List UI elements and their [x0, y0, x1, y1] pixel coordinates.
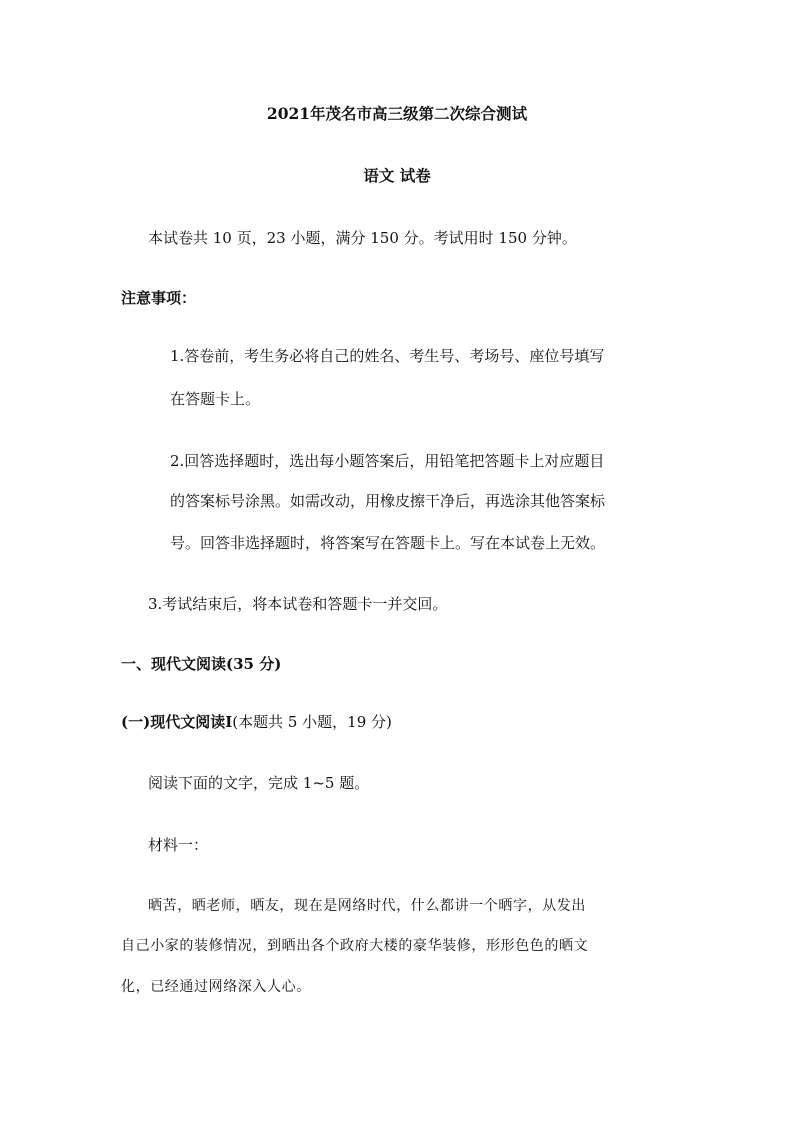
- notice-heading: 注意事项：: [121, 289, 197, 307]
- notice-3-line-1: 3.考试结束后，将本试卷和答题卡一并交回。: [148, 595, 448, 613]
- subsection-1-note: (本题共 5 小题，19 分): [232, 713, 392, 731]
- reading-instruction: 阅读下面的文字，完成 1~5 题。: [148, 774, 370, 792]
- notice-1-line-1: 1.答卷前，考生务必将自己的姓名、考生号、考场号、座位号填写: [170, 347, 605, 365]
- notice-1-line-2: 在答题卡上。: [170, 390, 261, 408]
- notice-2-line-1: 2.回答选择题时，选出每小题答案后，用铅笔把答题卡上对应题目: [170, 452, 605, 470]
- material-line-1: 晒苦，晒老师，晒友，现在是网络时代，什么都讲一个晒字，从发出: [148, 898, 586, 914]
- section-1-heading: 一、现代文阅读(35 分): [121, 655, 282, 673]
- subsection-1-heading: [121, 712, 392, 732]
- material-line-3: 化，已经通过网络深入人心。: [121, 979, 311, 995]
- intro-text: 本试卷共 10 页，23 小题，满分 150 分。考试用时 150 分钟。: [148, 229, 577, 247]
- material-label: 材料一：: [148, 836, 209, 854]
- subsection-1-title: (一)现代文阅读Ⅰ: [121, 713, 233, 731]
- notice-2-line-2: 的答案标号涂黑。如需改动，用橡皮擦干净后，再选涂其他答案标: [170, 492, 606, 510]
- notice-2-line-3: 号。回答非选择题时，将答案写在答题卡上。写在本试卷上无效。: [170, 534, 606, 552]
- document-subtitle: 语文 试卷: [363, 166, 431, 185]
- material-line-2: 自己小家的装修情况，到晒出各个政府大楼的豪华装修，形形色色的晒文: [121, 938, 589, 954]
- document-title: 2021年茂名市高三级第二次综合测试: [266, 104, 528, 123]
